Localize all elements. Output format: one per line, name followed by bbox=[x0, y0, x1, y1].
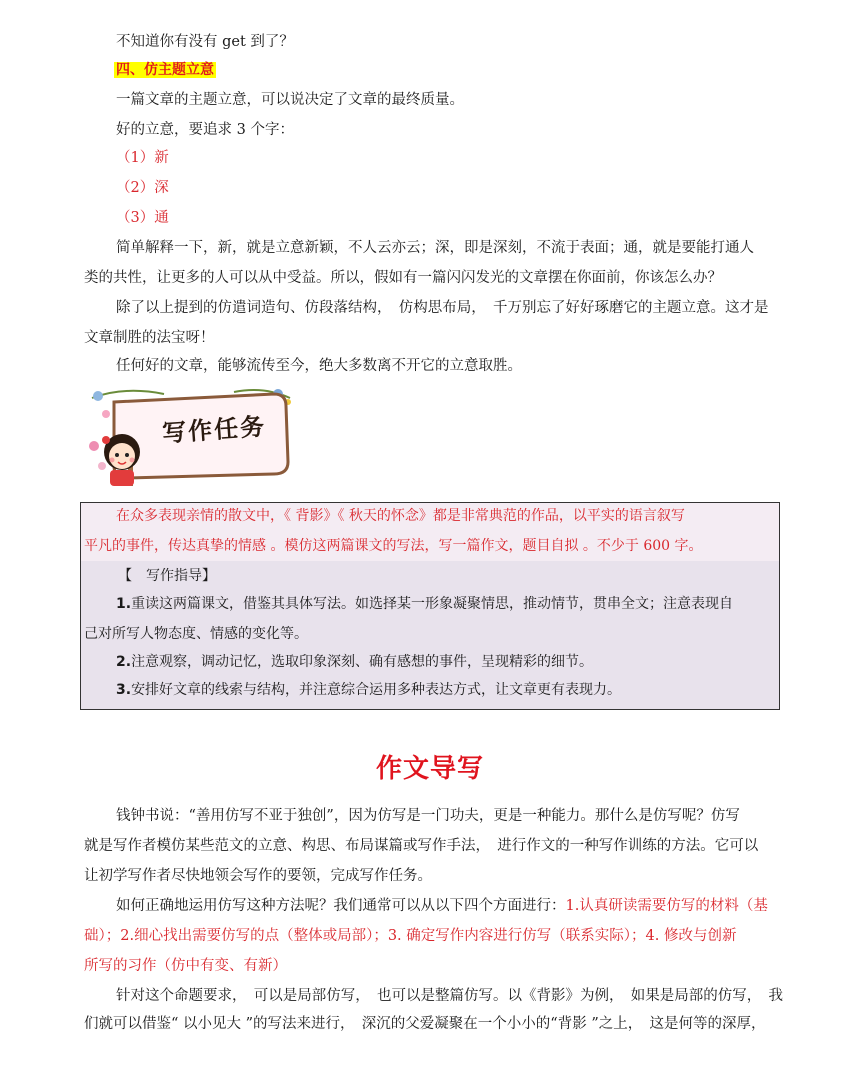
method-text: 1.认真研读需要仿写的材料（基 bbox=[565, 898, 768, 914]
guide-text: 重读这两篇课文，借鉴其具体写法。如选择某一形象凝聚情思，推动情节，贯串全文；注意表现自 bbox=[131, 596, 734, 612]
task-prompt-line: 平凡的事件，传达真挚的情感 。模仿这两篇课文的写法，写一篇作文，题目自拟 。不少于 600 字。 bbox=[84, 538, 703, 554]
body-line: 针对这个命题要求， 可以是局部仿写， 也可以是整篇仿写。以《背影》为例， 如果是局部的仿写， 我 bbox=[116, 988, 783, 1004]
section-title: 作文导写 bbox=[375, 754, 484, 784]
body-line: 们就可以借鉴“ 以小见大 ”的写法来进行， 深沉的父爱凝聚在一个小小的“背影 ”之上， 这是何等的深厚， bbox=[84, 1016, 766, 1032]
guide-text: 安排好文章的线索与结构，并注意综合运用多种表达方式，让文章更有表现力。 bbox=[131, 682, 622, 698]
guide-number: 2. bbox=[116, 654, 132, 670]
guide-item-1 bbox=[116, 594, 733, 614]
guide-item-1-cont: 己对所写人物态度、情感的变化等。 bbox=[84, 626, 308, 642]
text-line: 一篇文章的主题立意，可以说决定了文章的最终质量。 bbox=[116, 92, 464, 108]
paragraph-line: 文章制胜的法宝呀！ bbox=[84, 330, 215, 346]
method-line: 础）；2.细心找出需要仿写的点（整体或局部）；3. 确定写作内容进行仿写（联系实际）；4. 修改与创新 bbox=[84, 928, 737, 944]
body-text: 如何正确地运用仿写这种方法呢？我们通常可以从以下四个方面进行： bbox=[116, 898, 566, 914]
section-heading-4 bbox=[114, 60, 216, 80]
paragraph-line: 类的共性，让更多的人可以从中受益。所以，假如有一篇闪闪发光的文章摆在你面前，你该怎么办？ bbox=[84, 270, 722, 286]
text-line: 不知道你有没有 get 到了？ bbox=[116, 34, 294, 50]
body-line bbox=[116, 896, 768, 916]
guide-number: 3. bbox=[116, 682, 132, 698]
guide-number: 1. bbox=[116, 596, 132, 612]
highlighted-heading: 四、仿主题立意 bbox=[116, 62, 214, 78]
body-line: 钱钟书说：“善用仿写不亚于独创”，因为仿写是一门功夫，更是一种能力。那什么是仿写呢？仿写 bbox=[116, 808, 740, 824]
guide-text: 注意观察，调动记忆，选取印象深刻、确有感想的事件，呈现精彩的细节。 bbox=[131, 654, 594, 670]
method-line: 所写的习作（仿中有变、有新） bbox=[84, 958, 287, 974]
body-line: 就是写作者模仿某些范文的立意、构思、布局谋篇或写作手法， 进行作文的一种写作训练的方法。它可以 bbox=[84, 838, 759, 854]
paragraph-line: 除了以上提到的仿遣词造句、仿段落结构， 仿构思布局， 千万别忘了好好琢磨它的主题立意。这才是 bbox=[116, 300, 769, 316]
guide-item-3 bbox=[116, 680, 621, 700]
paragraph-line: 任何好的文章，能够流传至今，绝大多数离不开它的立意取胜。 bbox=[116, 358, 522, 374]
body-line: 让初学写作者尽快地领会写作的要领，完成写作任务。 bbox=[84, 868, 432, 884]
writing-task-banner bbox=[84, 380, 298, 486]
criterion-1: （1）新 bbox=[116, 150, 169, 166]
text-line: 好的立意，要追求 3 个字： bbox=[116, 122, 294, 138]
guide-item-2 bbox=[116, 652, 593, 672]
criterion-2: （2）深 bbox=[116, 180, 169, 196]
banner-text: 写作任务 bbox=[161, 412, 268, 448]
task-prompt-line: 在众多表现亲情的散文中，《 背影》《 秋天的怀念》都是非常典范的作品，以平实的语言叙写 bbox=[116, 508, 685, 524]
paragraph-line: 简单解释一下，新，就是立意新颖，不人云亦云；深，即是深刻，不流于表面；通，就是要能打通人 bbox=[116, 240, 754, 256]
criterion-3: （3）通 bbox=[116, 210, 169, 226]
writing-guide-label: 【 写作指导】 bbox=[118, 568, 216, 584]
